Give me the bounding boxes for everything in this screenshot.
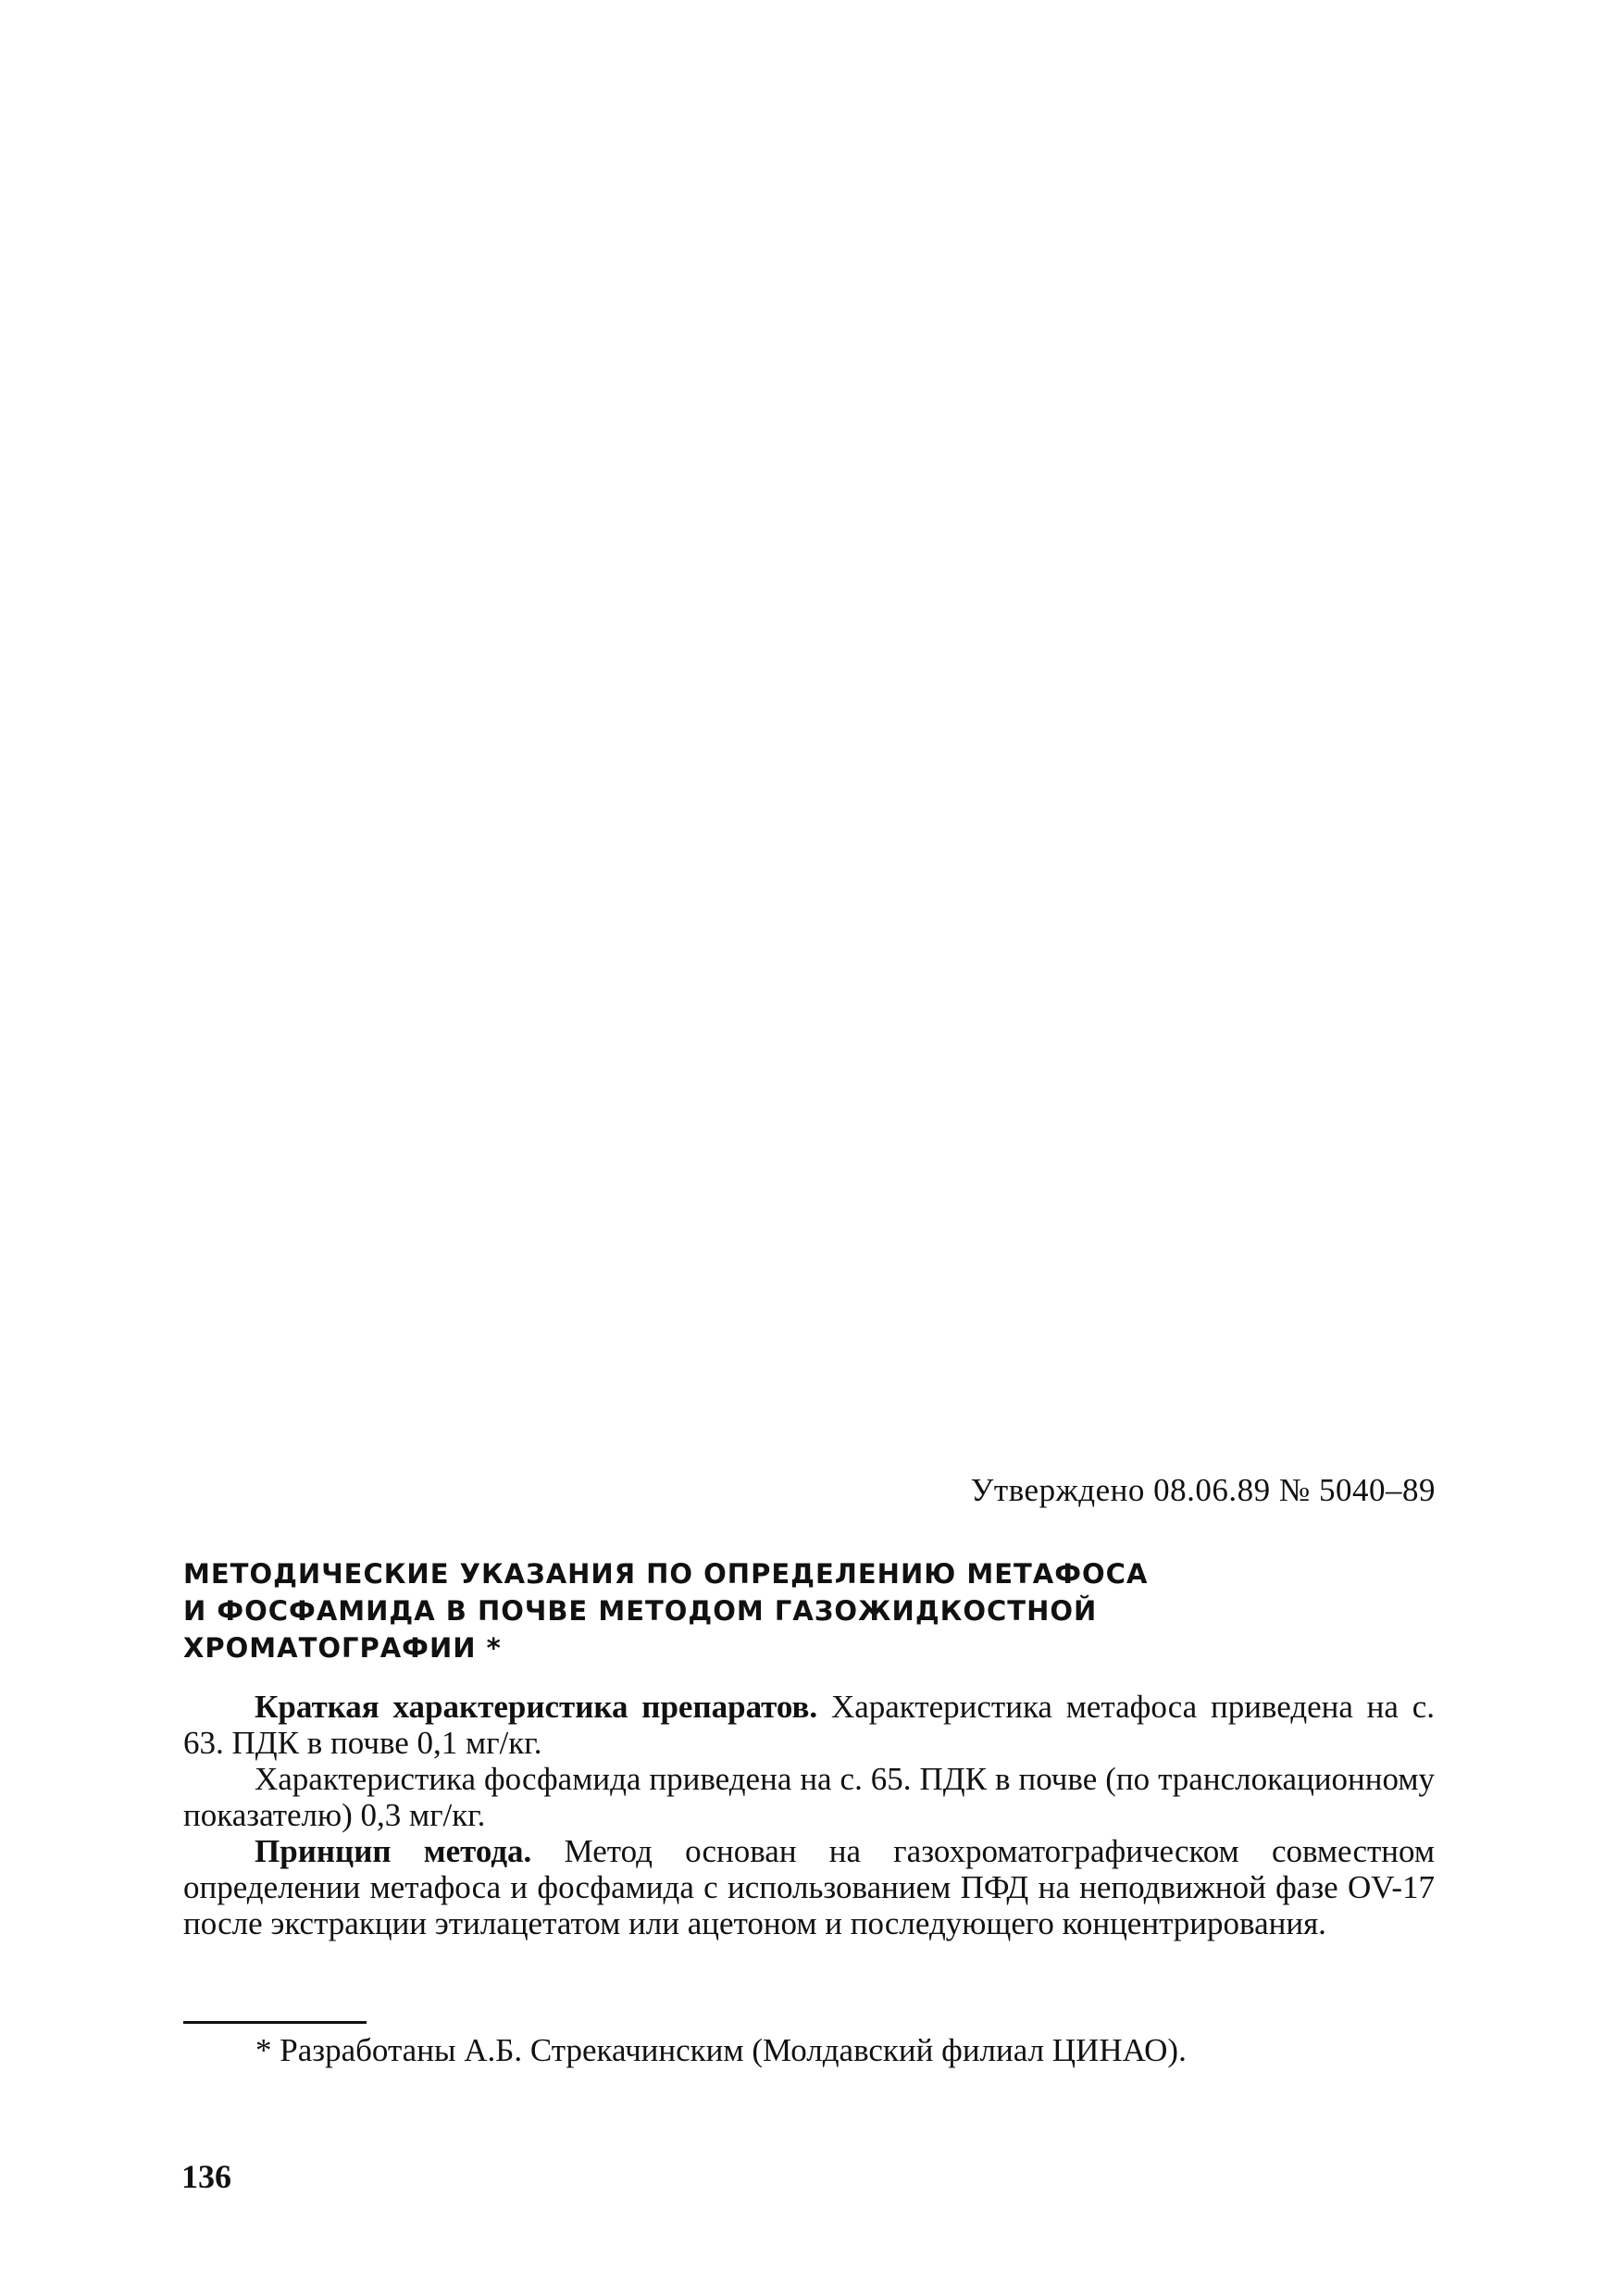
paragraph-text-metaphos: Характеристика метафоса приведена на с. 63. ПДК в почве 0,1 мг/кг. xyxy=(183,1689,1435,1761)
paragraph-characteristics xyxy=(183,1689,1435,1761)
paragraph-text-method: Метод основан на газохроматографическом совместном определении метафоса и фосфамида с использованием ПФД на неподвижной фазе OV-17 после экстракции этилацетатом или ацетоном и последующего концентрирования. xyxy=(183,1833,1435,1941)
footnote: * Разработаны А.Б. Стрекачинским (Молдавский филиал ЦИНАО). xyxy=(255,2032,1187,2068)
title-line-1: МЕТОДИЧЕСКИЕ УКАЗАНИЯ ПО ОПРЕДЕЛЕНИЮ МЕТАФОСА xyxy=(183,1558,1149,1590)
footnote-divider xyxy=(183,2021,367,2024)
paragraph-lead-characteristics: Краткая характеристика препаратов. xyxy=(255,1689,818,1725)
body-text xyxy=(183,1689,1435,1941)
page-number: 136 xyxy=(181,2158,231,2195)
paragraph-lead-method: Принцип метода. xyxy=(255,1833,532,1869)
paragraph-text-phosphamide: Характеристика фосфамида приведена на с. 65. ПДК в почве (по транслокационному показателю) 0,3 мг/кг. xyxy=(183,1761,1435,1833)
title-line-3: ХРОМАТОГРАФИИ * xyxy=(183,1632,502,1664)
title-line-2: И ФОСФАМИДА В ПОЧВЕ МЕТОДОМ ГАЗОЖИДКОСТНОЙ xyxy=(183,1595,1098,1627)
paragraph-method-principle xyxy=(183,1833,1435,1941)
document-title xyxy=(183,1555,1201,1666)
paragraph-phosphamide xyxy=(183,1761,1435,1833)
approval-note: Утверждено 08.06.89 № 5040–89 xyxy=(970,1472,1436,1508)
